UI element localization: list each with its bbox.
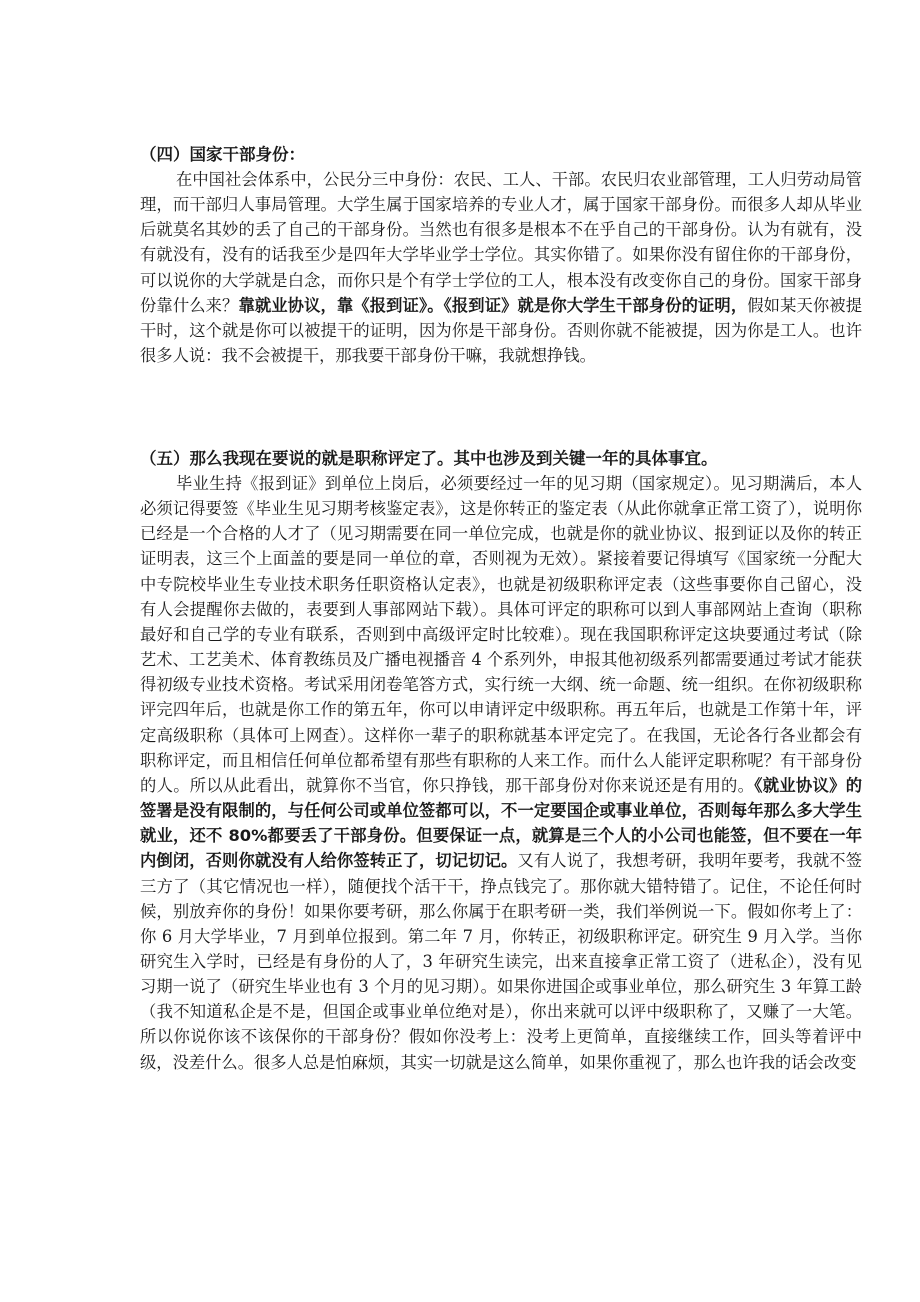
section-4-text-2: 假如某天你被提干时，这个就是你可以被提干的证明，因为你是干部身份。否则你就不能被提，因为你是工人。也许很多人说：我不会被提干，那我要干部身份干嘛，我就想挣钱。 bbox=[140, 295, 862, 366]
section-5-text-2: 又有人说了，我想考研，我明年要考，我就不签三方了（其它情况也一样），随便找个活干干，挣点钱完了。那你就大错特错了。记住，不论任何时候，别放弃你的身份！如果你要考研，那么你属于在职考研一类，我们举例说一下。假如你考上了：你 6 月大学毕业，7 月到单位报到。第二年 7 月，你转正，初级职称评定。研究生 9 月入学。当你研究生入学时，已经是有身份的人了，3 年研究生读完，出来直接拿正常工资了（进私企），没有见习期一说了（研究生毕业也有 3 个月的见习期）。如果你进国企或事业单位，那么研究生 3 年算工龄（我不知道私企是不是，但国企或事业单位绝对是），你出来就可以评中级职称了，又赚了一大笔。所以你说你该不该保你的干部身份？假如你没考上：没考上更简单，直接继续工作，回头等着评中级，没差什么。很多人总是怕麻烦，其实一切就是这么简单，如果你重视了，那么也许我的话会改变 bbox=[140, 851, 862, 1072]
section-4-bold-text: 靠就业协议，靠《报到证》。《报到证》就是你大学生干部身份的证明， bbox=[238, 295, 748, 315]
section-5-heading: （五）那么我现在要说的就是职称评定了。其中也涉及到关键一年的具体事宜。 bbox=[140, 449, 718, 468]
section-5-professional-title bbox=[140, 446, 862, 1075]
section-5-paragraph bbox=[140, 471, 862, 1075]
section-4-heading: （四）国家干部身份： bbox=[140, 145, 305, 164]
section-5-text-1: 毕业生持《报到证》到单位上岗后，必须要经过一年的见习期（国家规定）。见习期满后，本人必须记得要签《毕业生见习期考核鉴定表》，这是你转正的鉴定表（从此你就拿正常工资了），说明你已经是一个合格的人才了（见习期需要在同一单位完成，也就是你的就业协议、报到证以及你的转正证明表，这三个上面盖的要是同一单位的章，否则视为无效）。紧接着要记得填写《国家统一分配大中专院校毕业生专业技术职务任职资格认定表》，也就是初级职称评定表（这些事要你自己留心，没有人会提醒你去做的，表要到人事部网站下载）。具体可评定的职称可以到人事部网站上查询（职称最好和自己学的专业有联系，否则到中高级评定时比较难）。现在我国职称评定这块要通过考试（除艺术、工艺美术、体育教练员及广播电视播音 4 个系列外，申报其他初级系列都需要通过考试才能获得初级专业技术资格。考试采用闭卷笔答方式，实行统一大纲、统一命题、统一组织。在你初级职称评完四年后，也就是你工作的第五年，你可以申请评定中级职称。再五年后，也就是工作第十年，评定高级职称（具体可上网查）。这样你一辈子的职称就基本评定完了。在我国，无论各行各业都会有职称评定，而且相信任何单位都希望有那些有职称的人来工作。而什么人能评定职称呢？有干部身份的人。所以从此看出，就算你不当官，你只挣钱，那干部身份对你来说还是有用的。 bbox=[140, 474, 862, 795]
section-4-paragraph bbox=[140, 167, 862, 368]
section-5-bold-text: 《就业协议》的签署是没有限制的，与任何公司或单位签都可以，不一定要国企或事业单位，否则每年那么多大学生就业，还不 80%都要丢了干部身份。但要保证一点，就算是三个人的小公司也能签，但不要在一年内倒闭，否则你就没有人给你签转正了，切记切记。 bbox=[140, 775, 862, 871]
section-4-text-1: 在中国社会体系中，公民分三中身份：农民、工人、干部。农民归农业部管理，工人归劳动局管理，而干部归人事局管理。大学生属于国家培养的专业人才，属于国家干部身份。而很多人却从毕业后就莫名其妙的丢了自己的干部身份。当然也有很多是根本不在乎自己的干部身份。认为有就有，没有就没有，没有的话我至少是四年大学毕业学士学位。其实你错了。如果你没有留住你的干部身份，可以说你的大学就是白念，而你只是个有学士学位的工人，根本没有改变你自己的身份。国家干部身份靠什么来？ bbox=[140, 170, 862, 315]
section-4-national-cadre-status bbox=[140, 142, 862, 368]
